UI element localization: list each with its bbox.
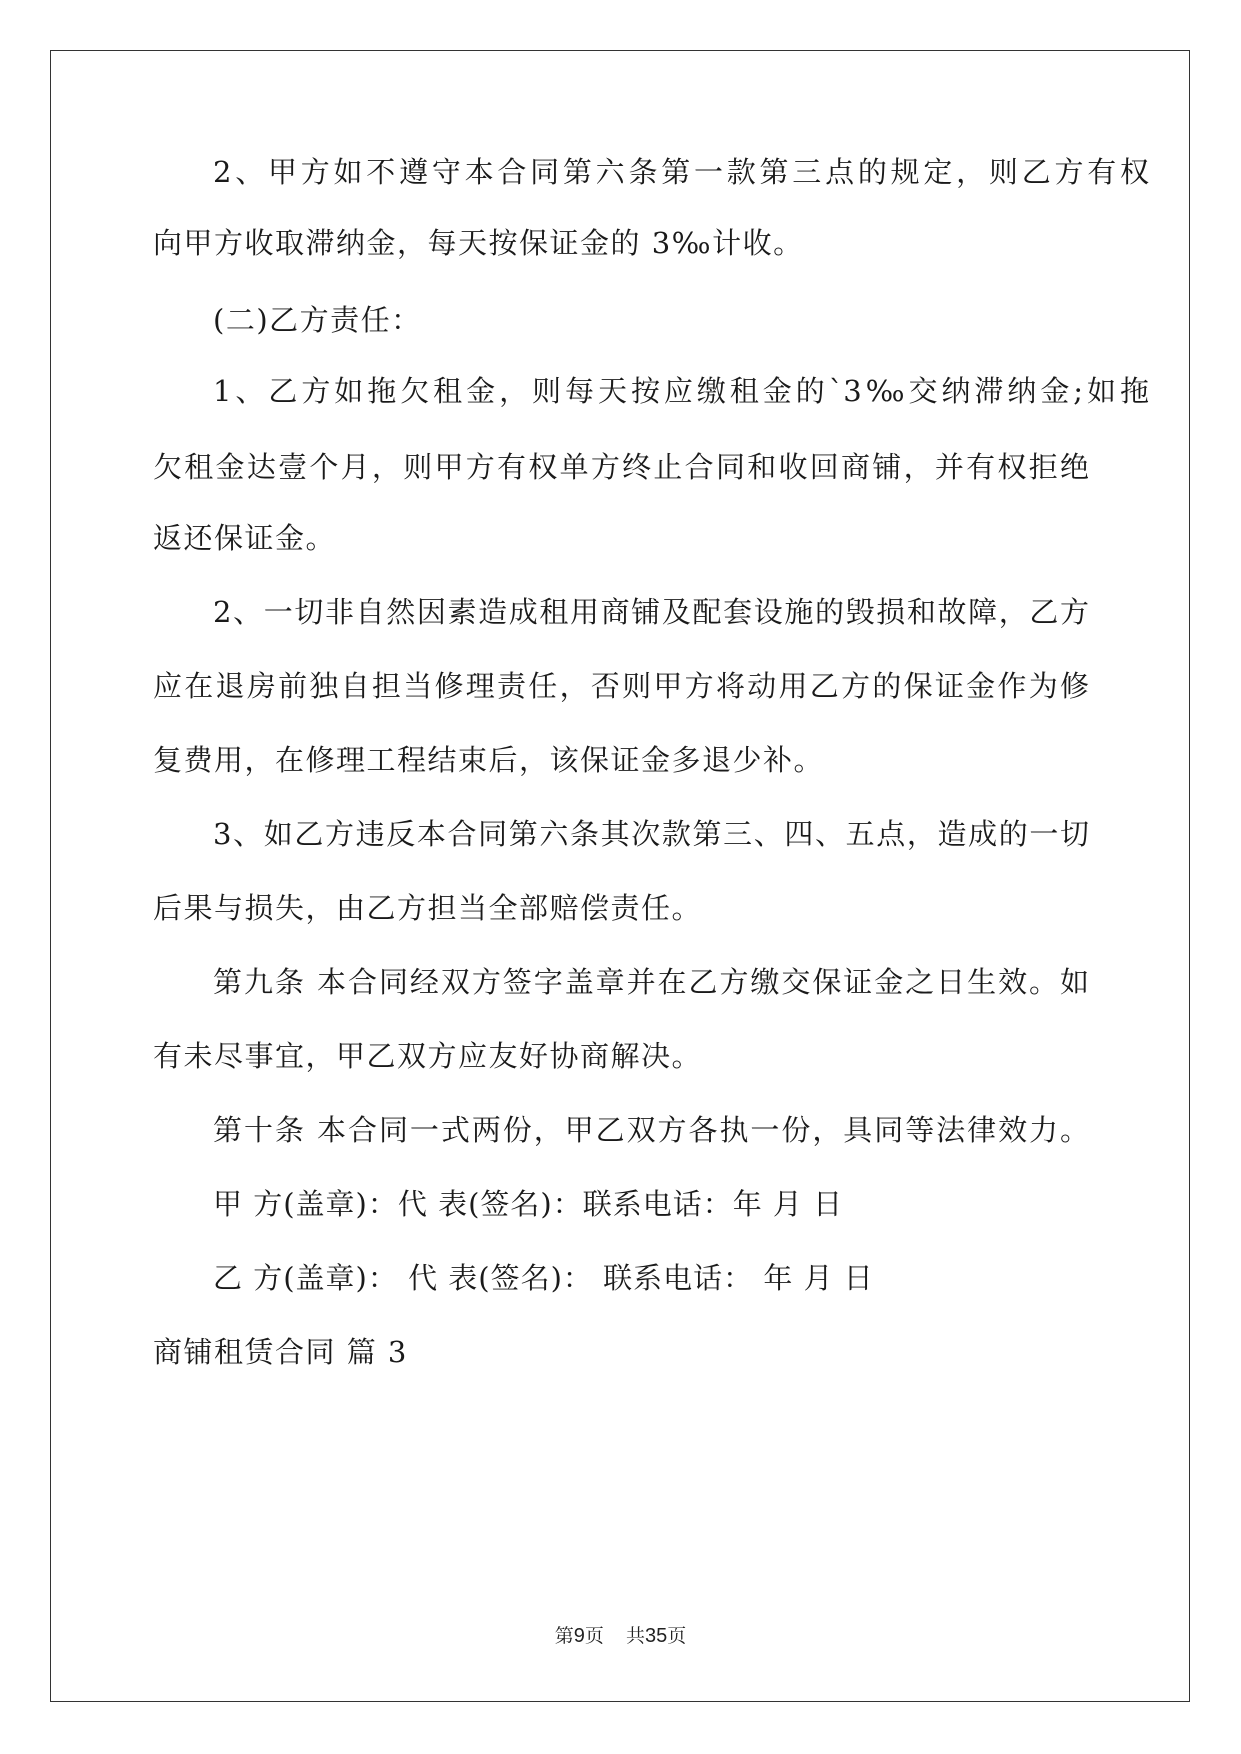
page-border xyxy=(50,50,1190,1702)
paragraph-line: 复费用，在修理工程结束后，该保证金多退少补。 xyxy=(153,743,825,777)
total-prefix: 共 xyxy=(625,1626,645,1647)
total-suffix: 页 xyxy=(667,1626,687,1647)
paragraph-line: 向甲方收取滞纳金，每天按保证金的 3‰计收。 xyxy=(153,226,804,260)
paragraph-line: 后果与损失，由乙方担当全部赔偿责任。 xyxy=(153,891,703,925)
section-title: 商铺租赁合同 篇 3 xyxy=(153,1335,408,1369)
paragraph-line: 欠租金达壹个月，则甲方有权单方终止合同和收回商铺，并有权拒绝 xyxy=(153,450,1089,484)
paragraph-line: 第九条 本合同经双方签字盖章并在乙方缴交保证金之日生效。如 xyxy=(213,965,1089,999)
paragraph-line: 返还保证金。 xyxy=(153,521,337,555)
paragraph-line: 3、如乙方违反本合同第六条其次款第三、四、五点，造成的一切 xyxy=(213,817,1089,851)
page-footer xyxy=(0,1621,1241,1648)
page-current: 9 xyxy=(573,1625,585,1647)
party-b-signature-line: 乙 方(盖章)： 代 表(签名)： 联系电话： 年 月 日 xyxy=(213,1261,874,1295)
paragraph-line: 2、甲方如不遵守本合同第六条第一款第三点的规定，则乙方有权 xyxy=(213,155,1149,189)
paragraph-line: 第十条 本合同一式两份，甲乙双方各执一份，具同等法律效力。 xyxy=(213,1113,1089,1147)
page-suffix: 页 xyxy=(584,1626,604,1647)
paragraph-line: 应在退房前独自担当修理责任，否则甲方将动用乙方的保证金作为修 xyxy=(153,669,1089,703)
page-prefix: 第 xyxy=(554,1626,574,1647)
party-a-signature-line: 甲 方(盖章)：代 表(签名)：联系电话：年 月 日 xyxy=(213,1187,844,1221)
paragraph-line: 1、乙方如拖欠租金，则每天按应缴租金的`3‰交纳滞纳金;如拖 xyxy=(213,374,1149,408)
paragraph-line: 2、一切非自然因素造成租用商铺及配套设施的毁损和故障，乙方 xyxy=(213,595,1089,629)
page-total: 35 xyxy=(644,1625,668,1647)
paragraph-line: 有未尽事宜，甲乙双方应友好协商解决。 xyxy=(153,1039,703,1073)
section-heading: (二)乙方责任： xyxy=(213,303,422,337)
